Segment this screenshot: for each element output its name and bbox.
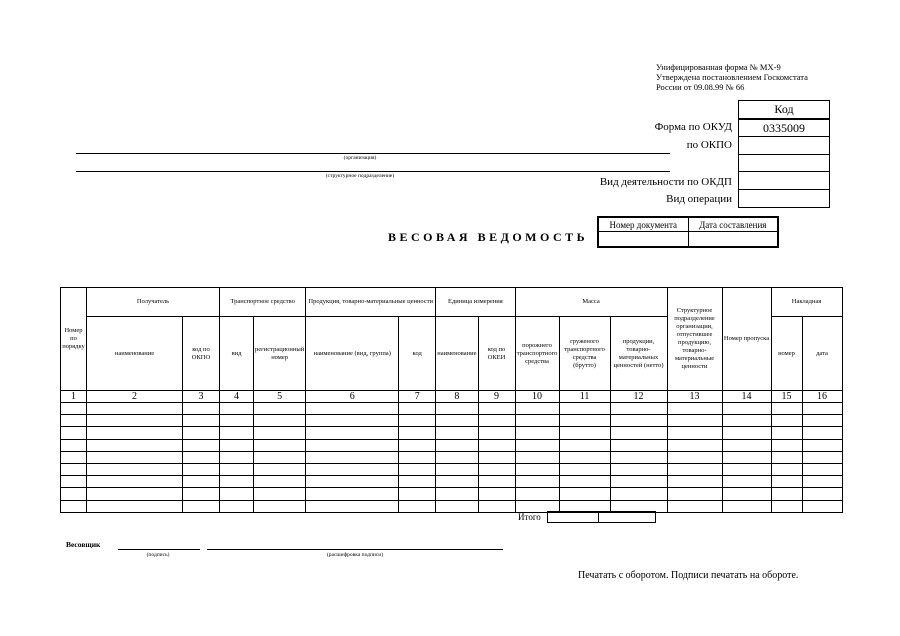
table-cell[interactable] [87,451,183,463]
table-cell[interactable] [183,488,220,500]
table-row [61,488,843,500]
table-cell[interactable] [515,451,559,463]
column-number-10: 10 [515,391,559,403]
table-cell[interactable] [436,415,478,427]
doc-date-value[interactable] [688,232,778,247]
table-cell[interactable] [478,500,515,512]
table-cell[interactable] [87,427,183,439]
product-code-header: код [399,317,436,391]
table-row [61,463,843,475]
table-cell[interactable] [436,476,478,488]
column-number-6: 6 [306,391,399,403]
table-cell[interactable] [802,427,842,439]
table-cell[interactable] [306,439,399,451]
weigher-label: Весовщик [66,540,101,549]
table-cell[interactable] [220,403,254,415]
table-cell[interactable] [610,403,667,415]
table-cell[interactable] [254,476,306,488]
table-cell[interactable] [61,476,87,488]
table-cell[interactable] [802,476,842,488]
table-cell[interactable] [515,403,559,415]
table-cell[interactable] [61,415,87,427]
column-numbers-row [61,391,843,403]
table-cell[interactable] [771,476,802,488]
column-number-5: 5 [254,391,306,403]
table-cell[interactable] [771,463,802,475]
doc-number-value[interactable] [599,232,689,247]
table-cell[interactable] [87,463,183,475]
table-cell[interactable] [722,500,771,512]
table-cell[interactable] [722,427,771,439]
table-cell[interactable] [254,500,306,512]
table-cell[interactable] [399,500,436,512]
table-cell[interactable] [802,403,842,415]
product-name-header: наименование (вид, группа) [306,317,399,391]
table-cell[interactable] [667,439,722,451]
recipient-header: Получатель [87,288,220,317]
table-cell[interactable] [771,451,802,463]
table-cell[interactable] [436,451,478,463]
invoice-header: Накладная [771,288,842,317]
doc-date-label: Дата составления [688,218,778,232]
table-cell[interactable] [771,488,802,500]
transport-type-header: вид [220,317,254,391]
table-cell[interactable] [802,415,842,427]
mass-gross-header: груженого транспортного средства (брутто) [559,317,610,391]
table-cell[interactable] [399,439,436,451]
table-cell[interactable] [802,439,842,451]
table-cell[interactable] [722,451,771,463]
table-row [61,403,843,415]
pass-header: Номер пропуска [722,288,771,391]
transport-header: Транспортное средство [220,288,306,317]
table-cell[interactable] [254,451,306,463]
table-cell[interactable] [220,427,254,439]
table-cell[interactable] [667,415,722,427]
codes-box [738,100,830,208]
column-number-3: 3 [183,391,220,403]
table-cell[interactable] [722,476,771,488]
table-cell[interactable] [220,451,254,463]
table-cell[interactable] [771,439,802,451]
table-cell[interactable] [610,463,667,475]
decoding-caption: (расшифровка подписи) [326,552,384,558]
weight-table [60,287,843,513]
approval-line: Утверждена постановлением Госкомстата [656,72,808,82]
table-row [61,427,843,439]
table-cell[interactable] [610,427,667,439]
total-gross-cell[interactable] [547,511,599,523]
table-cell[interactable] [183,439,220,451]
table-cell[interactable] [478,415,515,427]
table-cell[interactable] [306,451,399,463]
decoding-line[interactable] [207,549,503,550]
table-cell[interactable] [515,488,559,500]
table-cell[interactable] [478,451,515,463]
column-number-2: 2 [87,391,183,403]
table-cell[interactable] [559,463,610,475]
table-cell[interactable] [667,451,722,463]
table-cell[interactable] [667,427,722,439]
table-cell[interactable] [306,403,399,415]
organization-caption: (организация) [343,155,377,161]
table-cell[interactable] [61,439,87,451]
col-number-header: Номер по порядку [61,288,87,391]
department-line[interactable] [76,171,670,172]
column-number-8: 8 [436,391,478,403]
table-cell[interactable] [515,476,559,488]
table-cell[interactable] [87,439,183,451]
total-label: Итого [518,512,541,522]
table-cell[interactable] [220,415,254,427]
signature-line[interactable] [118,549,200,550]
okud-label: Форма по ОКУД [654,121,732,133]
table-cell[interactable] [667,488,722,500]
table-cell[interactable] [254,439,306,451]
table-cell[interactable] [87,476,183,488]
product-header: Продукция, товарно-материальные ценности [306,288,436,317]
column-number-16: 16 [802,391,842,403]
table-cell[interactable] [399,427,436,439]
column-number-13: 13 [667,391,722,403]
table-cell[interactable] [802,488,842,500]
table-cell[interactable] [559,427,610,439]
transport-reg-header: регистрационный номер [254,317,306,391]
table-cell[interactable] [515,415,559,427]
table-cell[interactable] [87,488,183,500]
table-cell[interactable] [61,463,87,475]
table-cell[interactable] [478,439,515,451]
total-net-cell[interactable] [598,511,656,523]
table-cell[interactable] [254,488,306,500]
table-cell[interactable] [436,403,478,415]
table-cell[interactable] [610,439,667,451]
table-cell[interactable] [306,488,399,500]
table-cell[interactable] [610,415,667,427]
table-cell[interactable] [802,451,842,463]
table-cell[interactable] [559,403,610,415]
table-row [61,415,843,427]
column-number-1: 1 [61,391,87,403]
table-cell[interactable] [478,476,515,488]
form-name: Унифицированная форма № МХ-9 [656,62,781,72]
table-cell[interactable] [559,476,610,488]
table-cell[interactable] [515,427,559,439]
table-cell[interactable] [183,500,220,512]
column-number-4: 4 [220,391,254,403]
table-cell[interactable] [87,500,183,512]
table-cell[interactable] [436,439,478,451]
table-cell[interactable] [399,415,436,427]
table-cell[interactable] [559,488,610,500]
table-cell[interactable] [254,415,306,427]
document-info-box [597,216,779,248]
mass-empty-header: порожнего транспортного средства [515,317,559,391]
table-cell[interactable] [306,476,399,488]
organization-line[interactable] [76,153,670,154]
table-row [61,476,843,488]
column-number-11: 11 [559,391,610,403]
okdp-label: Вид деятельности по ОКДП [599,176,732,188]
mass-net-header: продукции, товарно-материальных ценностей (нетто) [610,317,667,391]
department-caption: (структурное подразделение) [325,173,395,179]
table-cell[interactable] [183,427,220,439]
table-cell[interactable] [306,427,399,439]
table-cell[interactable] [436,488,478,500]
table-cell[interactable] [771,427,802,439]
table-row [61,500,843,512]
table-cell[interactable] [436,500,478,512]
table-cell[interactable] [722,439,771,451]
table-cell[interactable] [254,463,306,475]
table-cell[interactable] [220,463,254,475]
table-cell[interactable] [183,476,220,488]
table-cell[interactable] [667,463,722,475]
table-cell[interactable] [183,415,220,427]
approval-date: России от 09.08.99 № 66 [656,82,745,92]
table-cell[interactable] [478,463,515,475]
kod-header: Код [739,101,829,119]
column-number-9: 9 [478,391,515,403]
structural-header: Структурное подразделение организации, отпустившее продукцию, товарно-материальные ценности [667,288,722,391]
column-number-7: 7 [399,391,436,403]
unit-okei-header: код по ОКЕИ [478,317,515,391]
table-cell[interactable] [61,451,87,463]
okud-value[interactable]: 0335009 [739,119,829,137]
unit-header: Единица измерения [436,288,515,317]
doc-number-label: Номер документа [599,218,689,232]
okpo-value-2[interactable] [739,154,829,172]
table-cell[interactable] [399,488,436,500]
invoice-date-header: дата [802,317,842,391]
invoice-number-header: номер [771,317,802,391]
column-number-15: 15 [771,391,802,403]
table-cell[interactable] [559,451,610,463]
table-cell[interactable] [436,463,478,475]
table-cell[interactable] [306,415,399,427]
table-cell[interactable] [306,463,399,475]
table-cell[interactable] [559,415,610,427]
table-cell[interactable] [667,500,722,512]
table-cell[interactable] [61,500,87,512]
table-cell[interactable] [220,476,254,488]
table-cell[interactable] [254,427,306,439]
okpo-value[interactable] [739,136,829,154]
table-row [61,439,843,451]
table-cell[interactable] [478,427,515,439]
table-cell[interactable] [220,439,254,451]
table-cell[interactable] [87,403,183,415]
table-cell[interactable] [722,488,771,500]
table-cell[interactable] [399,403,436,415]
okpo-label: по ОКПО [686,139,732,151]
table-cell[interactable] [61,403,87,415]
operation-value[interactable] [739,189,829,207]
table-cell[interactable] [722,463,771,475]
table-cell[interactable] [771,415,802,427]
table-cell[interactable] [515,439,559,451]
table-cell[interactable] [610,476,667,488]
recipient-name-header: наименование [87,317,183,391]
table-cell[interactable] [610,488,667,500]
recipient-okpo-header: код по ОКПО [183,317,220,391]
table-cell[interactable] [61,488,87,500]
table-cell[interactable] [802,500,842,512]
table-cell[interactable] [254,403,306,415]
table-cell[interactable] [667,476,722,488]
table-cell[interactable] [478,403,515,415]
table-cell[interactable] [559,439,610,451]
mass-header: Масса [515,288,667,317]
table-cell[interactable] [802,463,842,475]
column-number-12: 12 [610,391,667,403]
table-cell[interactable] [399,463,436,475]
unit-name-header: наименование [436,317,478,391]
table-cell[interactable] [399,451,436,463]
table-cell[interactable] [399,476,436,488]
table-cell[interactable] [515,463,559,475]
signature-caption: (подпись) [146,552,170,558]
table-cell[interactable] [610,451,667,463]
table-cell[interactable] [61,427,87,439]
table-cell[interactable] [771,500,802,512]
document-title: ВЕСОВАЯ ВЕДОМОСТЬ [388,230,589,244]
table-row [61,451,843,463]
table-cell[interactable] [183,403,220,415]
column-number-14: 14 [722,391,771,403]
table-cell[interactable] [220,500,254,512]
table-cell[interactable] [87,415,183,427]
print-note: Печатать с оборотом. Подписи печатать на обороте. [578,570,799,581]
table-cell[interactable] [771,403,802,415]
table-cell[interactable] [183,451,220,463]
okdp-value[interactable] [739,171,829,189]
table-cell[interactable] [436,427,478,439]
table-cell[interactable] [667,403,722,415]
table-cell[interactable] [220,488,254,500]
table-cell[interactable] [183,463,220,475]
table-cell[interactable] [478,488,515,500]
operation-label: Вид операции [666,193,732,205]
table-cell[interactable] [722,415,771,427]
table-cell[interactable] [306,500,399,512]
table-cell[interactable] [722,403,771,415]
